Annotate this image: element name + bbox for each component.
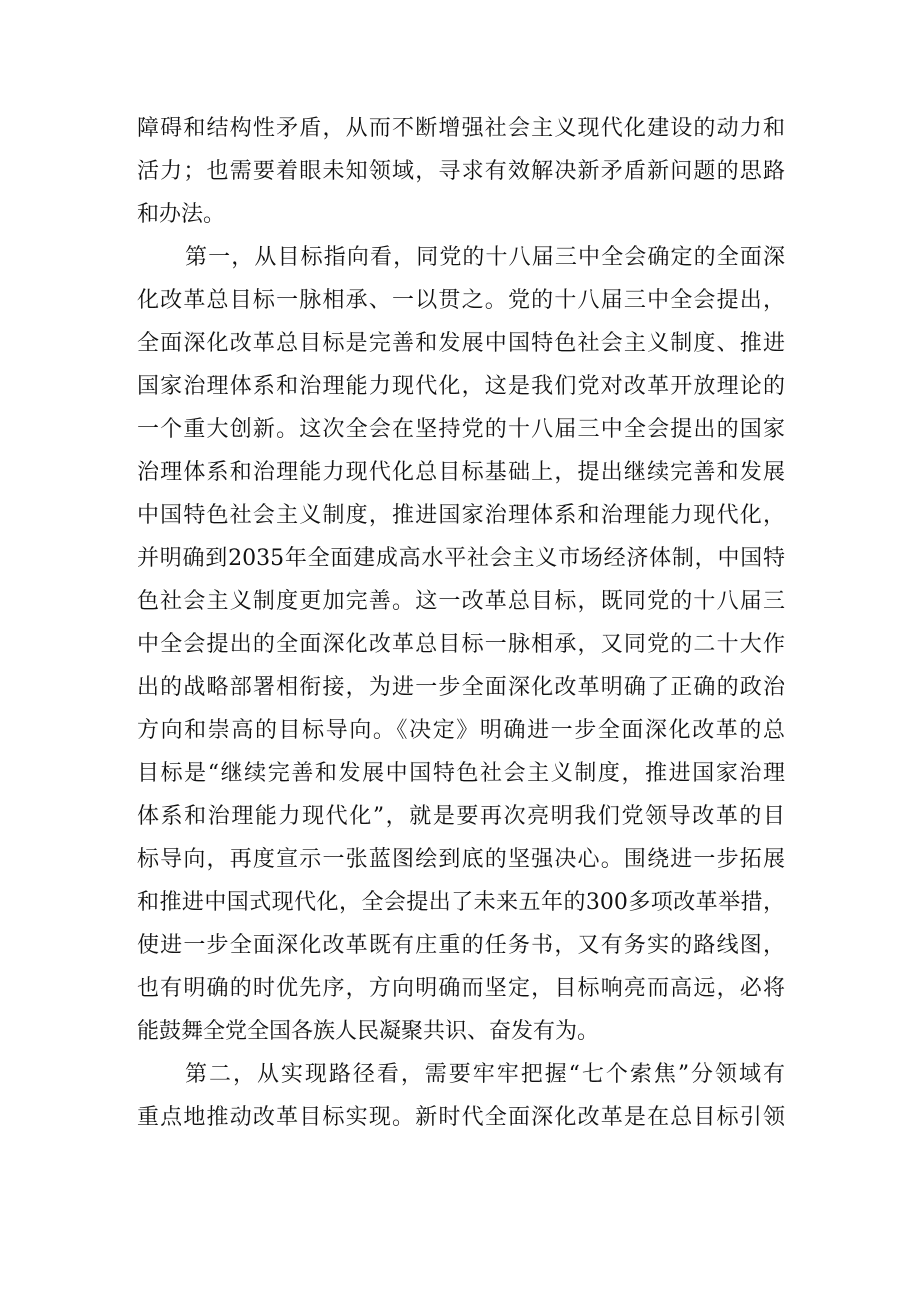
text-line — [0, 1010, 920, 1054]
line-text: 国家治理体系和治理能力现代化，这是我们党对改革开放理论的 — [137, 374, 785, 399]
text-line — [0, 967, 920, 1011]
text-line — [0, 365, 920, 409]
text-line — [0, 838, 920, 882]
text-line — [0, 322, 920, 366]
line-text: 能鼓舞全党全国各族人民凝聚共识、奋发有为。 — [137, 1019, 600, 1044]
line-text: 目标是“继续完善和发展中国特色社会主义制度，推进国家治理 — [137, 761, 785, 786]
paragraph-first-line — [0, 1053, 920, 1097]
line-text: 一个重大创新。这次全会在坚持党的十八届三中全会提出的国家 — [137, 417, 785, 442]
line-text: 障碍和结构性矛盾，从而不断增强社会主义现代化建设的动力和 — [137, 116, 785, 141]
line-text: 出的战略部署相衔接，为进一步全面深化改革明确了正确的政治 — [137, 675, 785, 700]
text-line — [0, 881, 920, 925]
line-text: 并明确到2035年全面建成高水平社会主义市场经济体制，中国特 — [137, 546, 785, 571]
text-line — [0, 623, 920, 667]
line-text: 体系和治理能力现代化”，就是要再次亮明我们党领导改革的目 — [137, 804, 785, 829]
text-line — [0, 1096, 920, 1140]
text-line — [0, 193, 920, 237]
text-line — [0, 580, 920, 624]
text-line — [0, 795, 920, 839]
line-text: 第一，从目标指向看，同党的十八届三中全会确定的全面深 — [185, 245, 785, 270]
line-text: 活力；也需要着眼未知领域，寻求有效解决新矛盾新问题的思路 — [137, 159, 785, 184]
line-text: 治理体系和治理能力现代化总目标基础上，提出继续完善和发展 — [137, 460, 785, 485]
line-text: 色社会主义制度更加完善。这一改革总目标，既同党的十八届三 — [137, 589, 785, 614]
text-line — [0, 279, 920, 323]
text-line — [0, 752, 920, 796]
line-text: 和推进中国式现代化，全会提出了未来五年的300多项改革举措， — [137, 890, 785, 915]
text-line — [0, 924, 920, 968]
line-text: 也有明确的时优先序，方向明确而坚定，目标响亮而高远，必将 — [137, 976, 785, 1001]
text-line — [0, 107, 920, 151]
line-text: 中国特色社会主义制度，推进国家治理体系和治理能力现代化， — [137, 503, 785, 528]
line-text: 标导向，再度宣示一张蓝图绘到底的坚强决心。围绕进一步拓展 — [137, 847, 785, 872]
line-text: 使进一步全面深化改革既有庄重的任务书，又有务实的路线图， — [137, 933, 785, 958]
line-text: 重点地推动改革目标实现。新时代全面深化改革是在总目标引领 — [137, 1105, 785, 1130]
line-text: 方向和崇高的目标导向。《决定》明确进一步全面深化改革的总 — [137, 718, 785, 743]
line-text: 化改革总目标一脉相承、一以贯之。党的十八届三中全会提出， — [137, 288, 785, 313]
text-line — [0, 150, 920, 194]
line-text: 第二，从实现路径看，需要牢牢把握“七个索焦”分领域有 — [185, 1062, 785, 1087]
line-text: 全面深化改革总目标是完善和发展中国特色社会主义制度、推进 — [137, 331, 785, 356]
text-line — [0, 666, 920, 710]
text-line — [0, 408, 920, 452]
line-text: 中全会提出的全面深化改革总目标一脉相承，又同党的二十大作 — [137, 632, 785, 657]
text-line — [0, 451, 920, 495]
text-line — [0, 709, 920, 753]
text-line — [0, 537, 920, 581]
line-text: 和办法。 — [137, 202, 226, 227]
paragraph-first-line — [0, 236, 920, 280]
text-line — [0, 494, 920, 538]
